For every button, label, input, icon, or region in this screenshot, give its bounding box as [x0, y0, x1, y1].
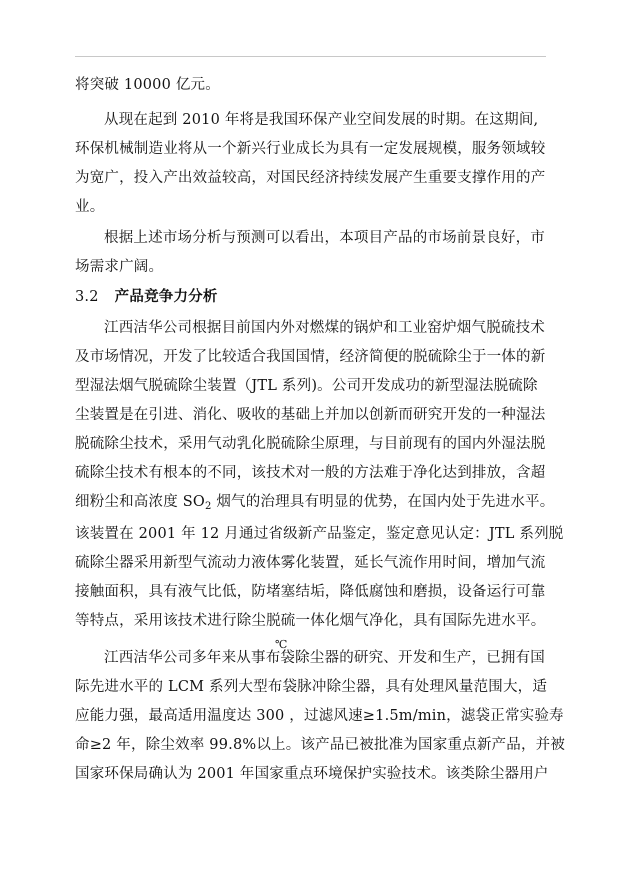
section-number: 3.2 [75, 289, 99, 305]
paragraph-first-line: 根据上述市场分析与预测可以看出，本项目产品的市场前景良好，市 [104, 230, 545, 246]
body-line: 场需求广阔。 [75, 259, 164, 275]
body-line: 尘装置是在引进、消化、吸收的基础上并加以创新而研究开发的一种湿法 [75, 407, 546, 423]
header-rule [75, 56, 546, 57]
body-line: 硫除尘技术有根本的不同，该技术对一般的方法难于净化达到排放，含超 [75, 465, 546, 481]
so2-formula: SO [182, 494, 205, 510]
body-line: 脱硫除尘技术，采用气动乳化脱硫除尘原理，与目前现有的国内外湿法脱 [75, 436, 546, 452]
paragraph-first-line: 江西洁华公司根据目前国内外对燃煤的锅炉和工业窑炉烟气脱硫技术 [104, 320, 545, 336]
degree-symbol: ℃ [275, 638, 288, 651]
body-line: 际先进水平的 LCM 系列大型布袋脉冲除尘器，具有处理风量范围大，适 [75, 679, 548, 695]
section-heading [75, 288, 218, 306]
text-fragment: 烟气的治理具有明显的优势，在国内处于先进水平。 [211, 494, 555, 510]
body-line: 业。 [75, 199, 105, 215]
body-line: 将突破 10000 亿元。 [75, 77, 220, 93]
body-line: 硫除尘器采用新型气流动力液体雾化装置，延长气流作用时间，增加气流 [75, 555, 546, 571]
body-line: 环保机械制造业将从一个新兴行业成长为具有一定发展规模，服务领域较 [75, 141, 546, 157]
body-line: 为宽广，投入产出效益较高，对国民经济持续发展产生重要支撑作用的产 [75, 170, 546, 186]
body-line: 接触面积，具有液气比低，防堵塞结垢，降低腐蚀和磨损，设备运行可靠 [75, 584, 546, 600]
body-line: 等特点，采用该技术进行除尘脱硫一体化烟气净化，具有国际先进水平。 [75, 613, 546, 629]
body-line: 及市场情况，开发了比较适合我国国情，经济简便的脱硫除尘于一体的新 [75, 349, 546, 365]
text-fragment: 细粉尘和高浓度 [75, 494, 183, 510]
section-title: 产品竞争力分析 [114, 288, 218, 305]
body-line: 该装置在 2001 年 12 月通过省级新产品鉴定，鉴定意见认定：JTL 系列脱 [75, 526, 564, 542]
body-line: 国家环保局确认为 2001 年国家重点环境保护实验技术。该类除尘器用户 [75, 766, 549, 782]
so2-subscript: 2 [204, 501, 212, 512]
body-line: 型湿法烟气脱硫除尘装置（JTL 系列)。公司开发成功的新型湿法脱硫除 [75, 378, 538, 394]
body-line: 命≥2 年，除尘效率 99.8%以上。该产品已被批准为国家重点新产品，并被 [75, 737, 566, 753]
body-line-so2 [75, 493, 554, 516]
paragraph-first-line: 江西洁华公司多年来从事布袋除尘器的研究、开发和生产，已拥有国 [104, 650, 545, 666]
body-line: 应能力强，最高适用温度达 300 ，过滤风速≥1.5m/min，滤袋正常实验寿 [75, 708, 564, 724]
paragraph-first-line: 从现在起到 2010 年将是我国环保产业空间发展的时期。在这期间, [104, 112, 539, 128]
